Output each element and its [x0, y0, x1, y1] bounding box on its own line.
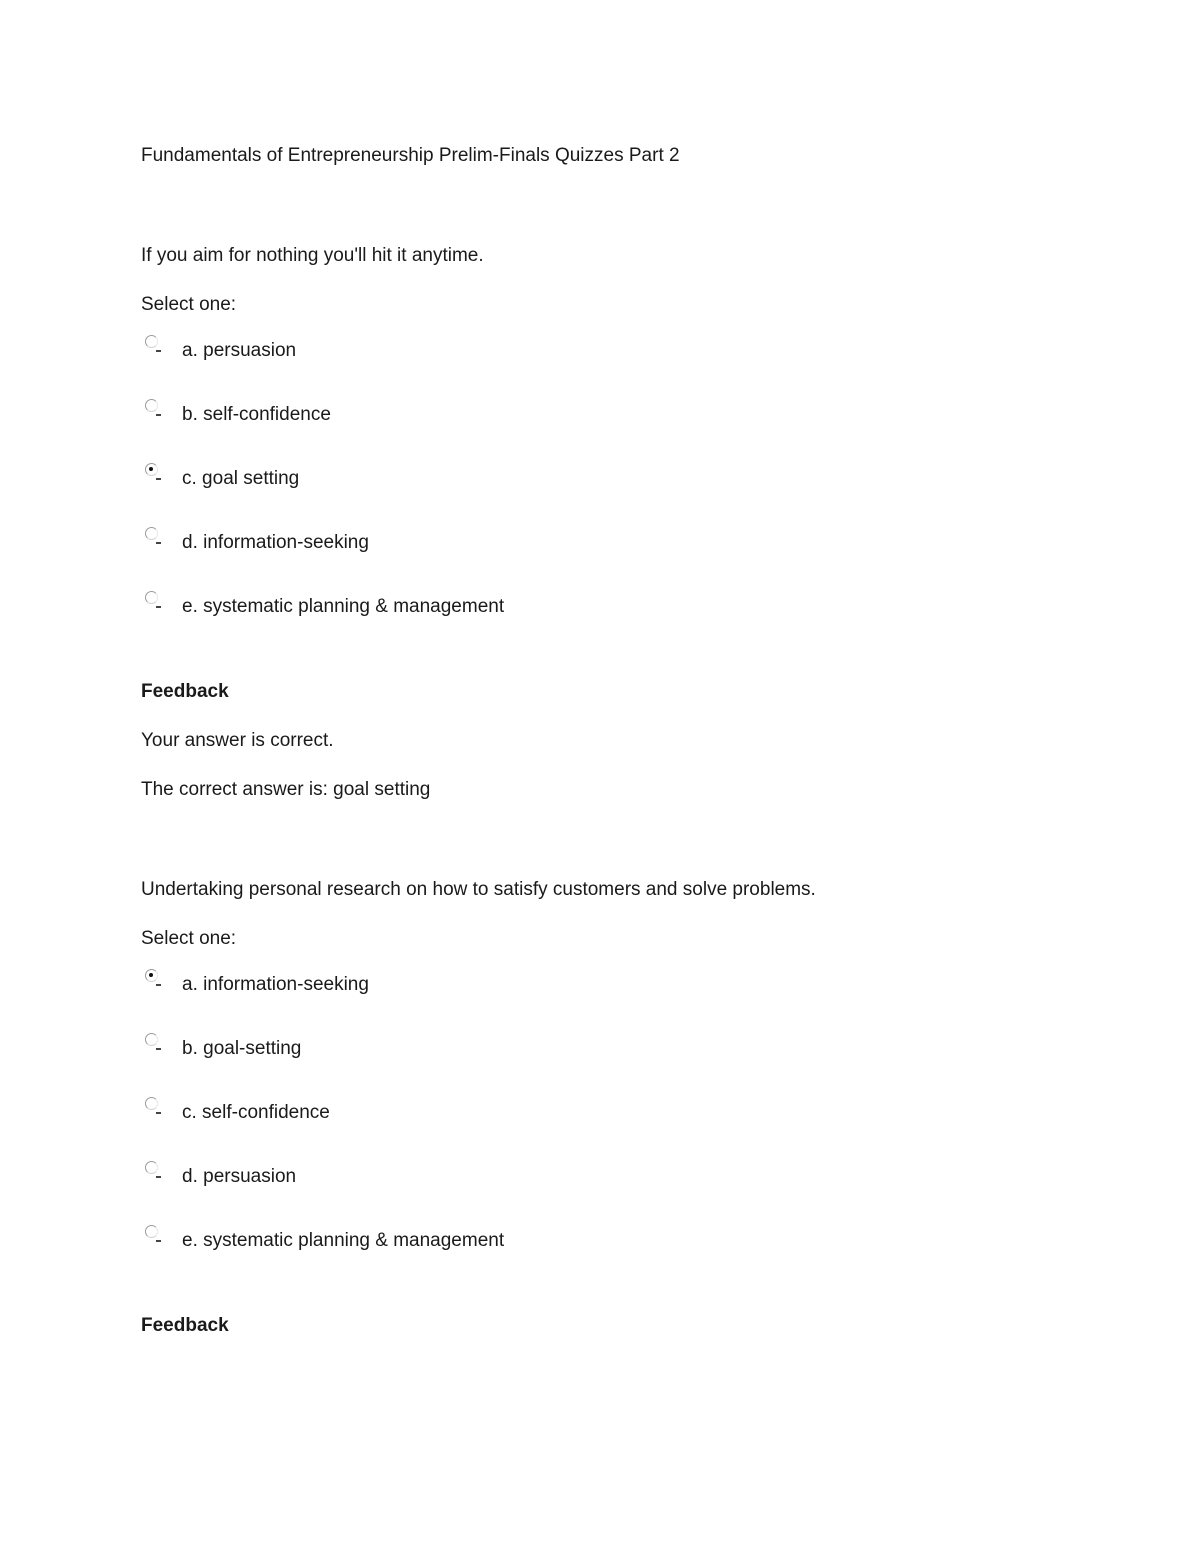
option-e[interactable] [141, 1211, 1101, 1275]
document-title: Fundamentals of Entrepreneurship Prelim-Finals Quizzes Part 2 [141, 145, 680, 166]
option-label: a. persuasion [182, 340, 297, 361]
question-2 [141, 874, 1101, 1342]
radio-button-icon[interactable] [145, 1033, 158, 1046]
option-c[interactable] [141, 1083, 1101, 1147]
question-text: If you aim for nothing you'll hit it anytime. [141, 245, 484, 266]
option-label: d. persuasion [182, 1166, 297, 1187]
question-1 [141, 240, 1101, 806]
feedback-heading: Feedback [141, 1315, 229, 1336]
option-label: e. systematic planning & management [182, 596, 505, 617]
document-page [141, 140, 1101, 1342]
option-d[interactable] [141, 1147, 1101, 1211]
radio-button-selected-icon[interactable] [145, 969, 158, 982]
radio-button-icon[interactable] [145, 1161, 158, 1174]
select-one-prompt: Select one: [141, 294, 237, 315]
radio-button-icon[interactable] [145, 1225, 158, 1238]
feedback-correct-answer: The correct answer is: goal setting [141, 779, 431, 800]
option-d[interactable] [141, 513, 1101, 577]
radio-button-icon[interactable] [145, 335, 158, 348]
answer-options [141, 955, 1101, 1275]
option-b[interactable] [141, 385, 1101, 449]
option-label: b. self-confidence [182, 404, 331, 425]
option-label: c. self-confidence [182, 1102, 330, 1123]
feedback-section [141, 676, 1101, 806]
option-e[interactable] [141, 577, 1101, 641]
option-c[interactable] [141, 449, 1101, 513]
option-a[interactable] [141, 955, 1101, 1019]
option-label: c. goal setting [182, 468, 300, 489]
feedback-section [141, 1310, 1101, 1342]
radio-button-icon[interactable] [145, 591, 158, 604]
radio-button-selected-icon[interactable] [145, 463, 158, 476]
radio-button-icon[interactable] [145, 527, 158, 540]
select-one-prompt: Select one: [141, 928, 237, 949]
option-label: a. information-seeking [182, 974, 369, 995]
option-label: e. systematic planning & management [182, 1230, 505, 1251]
option-a[interactable] [141, 321, 1101, 385]
answer-options [141, 321, 1101, 641]
option-label: d. information-seeking [182, 532, 369, 553]
radio-button-icon[interactable] [145, 1097, 158, 1110]
feedback-heading: Feedback [141, 681, 229, 702]
question-text: Undertaking personal research on how to satisfy customers and solve problems. [141, 879, 816, 900]
radio-button-icon[interactable] [145, 399, 158, 412]
feedback-result: Your answer is correct. [141, 730, 334, 751]
option-label: b. goal-setting [182, 1038, 302, 1059]
option-b[interactable] [141, 1019, 1101, 1083]
